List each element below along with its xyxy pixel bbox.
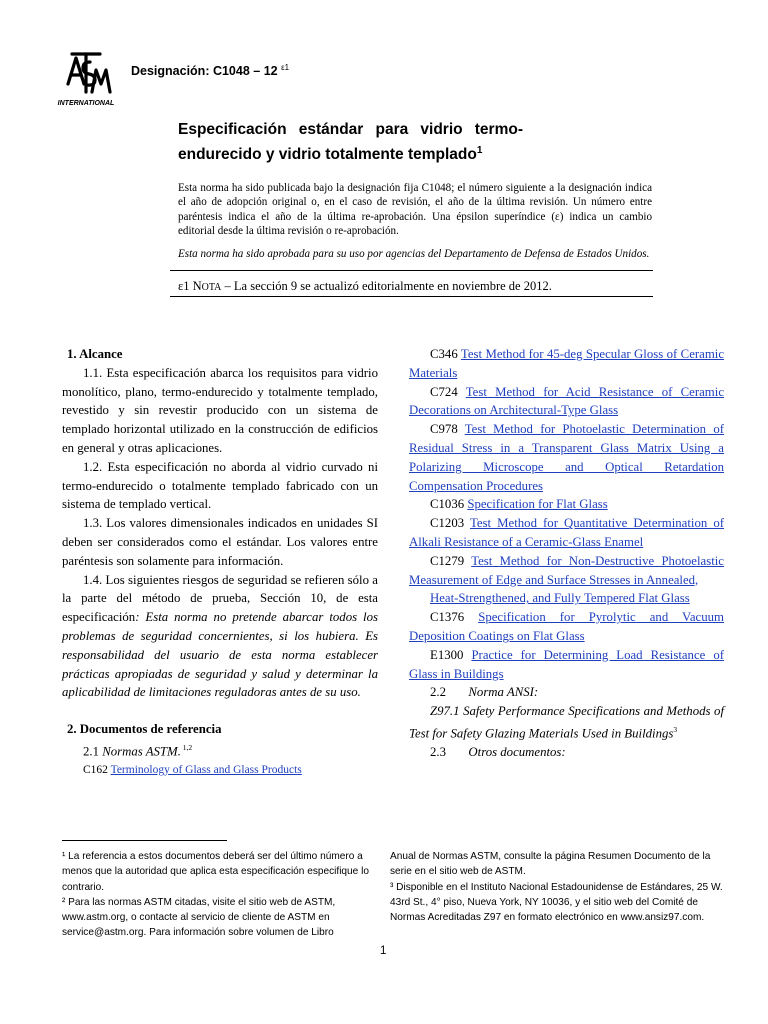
document-title: Especificación estándar para vidrio termo- endurecido y vidrio totalmente templado$^1$: [178, 121, 523, 164]
divider-bottom: [170, 296, 653, 297]
ref-c978-link[interactable]: Test Method for Photoelastic Determination of Residual Stress in a Transparent Glass Matrix Using a Polarizing Microscope and Optical Retardation Compensation Procedures: [409, 422, 724, 493]
footnote-2: ² Para las normas ASTM citadas, visite el sitio web de ASTM, www.astm.org, o contacte al servicio de cliente de ASTM en service@astm.org. Para información sobre volumen de Libro: [62, 896, 336, 939]
ref-c1036: C1036 Specification for Flat Glass: [430, 497, 608, 512]
svg-text:INTERNATIONAL: INTERNATIONAL: [57, 100, 115, 107]
astm-standards-label: 2.1 Normas ASTM. $^{1,2}$: [83, 742, 193, 759]
left-column: [62, 345, 378, 780]
scope-heading: 1. Alcance: [67, 347, 123, 361]
ref-c1036-link[interactable]: Specification for Flat Glass: [467, 497, 608, 512]
ref-e1300: E1300 Practice for Determining Load Resistance of Glass in Buildings: [409, 647, 724, 681]
paragraph-1-2: 1.2. Esta especificación no aborda al vidrio curvado ni termo-endurecido o totalmente templado fabricado con un sistema de templado vertical.: [62, 459, 378, 512]
ref-c1376: C1376 Specification for Pyrolytic and Vacuum Deposition Coatings on Flat Glass: [409, 610, 724, 643]
divider-top: [170, 270, 653, 271]
ref-c724: C724 Test Method for Acid Resistance of Ceramic Decorations on Architectural-Type Glass: [409, 384, 724, 418]
designation-epsilon: ε1: [281, 63, 290, 72]
ansi-standard-label: 2.2 Norma ANSI:: [430, 685, 539, 700]
footnotes-left: [62, 849, 382, 941]
ref-c162: C162 Terminology of Glass and Glass Products: [83, 764, 302, 776]
footnote-3: ³ Disponible en el Instituto Nacional Estadounidense de Estándares, 25 W. 43rd St., 4° piso, Nueva York, NY 10036, y el sitio web del Comité de Normas Acreditadas Z97 en formato electrónico en www.ansiz97.com.: [390, 881, 723, 924]
designation: Designación: C1048 – 12 $^{\varepsilon 1}$: [131, 63, 290, 79]
ref-c1376-link[interactable]: Specification for Pyrolytic and Vacuum Deposition Coatings on Flat Glass: [409, 610, 724, 643]
footnote-2-continued: Anual de Normas ASTM, consulte la página Resumen Documento de la serie en el sitio web de ASTM.: [390, 851, 711, 878]
ref-c1203-link[interactable]: Test Method for Quantitative Determination of Alkali Resistance of a Ceramic-Glass Enamel: [409, 516, 724, 549]
epsilon-note: ε1 NOTA – La sección 9 se actualizó editorialmente en noviembre de 2012.: [178, 279, 552, 293]
ref-c346-link[interactable]: Test Method for 45-deg Specular Gloss of Ceramic Materials: [409, 347, 725, 380]
right-column: [409, 345, 724, 762]
paragraph-1-4: 1.4. Los siguientes riesgos de seguridad se refieren sólo a la parte del método de prueba, Sección 10, de esta especificación: Esta norma no pretende abarcar todos los problemas de seguridad concernientes, si los hubiera. Es responsabilidad del usuario de esta norma establecer prácticas apropiadas de seguridad y salud y determinar la aplicabilidad de limitaciones reguladoras antes de su uso.: [62, 572, 378, 700]
ref-e1300-link[interactable]: Practice for Determining Load Resistance of Glass in Buildings: [409, 647, 724, 681]
paragraph-1-3: 1.3. Los valores dimensionales indicados en unidades SI deben ser considerados como el estándar. Los valores entre paréntesis son solamente para información.: [62, 516, 378, 568]
astm-logo: [56, 48, 116, 108]
ref-c1279-continued-link[interactable]: Heat-Strengthened, and Fully Tempered Flat Glass: [430, 591, 690, 606]
footnote-separator: [62, 840, 227, 841]
ref-c162-link[interactable]: Terminology of Glass and Glass Products: [110, 764, 302, 776]
ref-c978: C978 Test Method for Photoelastic Determination of Residual Stress in a Transparent Glass Matrix Using a Polarizing Microscope and Optical Retardation Compensation Procedures: [409, 422, 724, 493]
ref-c1203: C1203 Test Method for Quantitative Determination of Alkali Resistance of a Ceramic-Glass Enamel: [409, 516, 724, 549]
ref-c1279: C1279 Test Method for Non-Destructive Photoelastic Measurement of Edge and Surface Stresses in Annealed,: [409, 553, 724, 587]
dod-approval-notice: Esta norma ha sido aprobada para su uso por agencias del Departamento de Defensa de Estados Unidos.: [178, 248, 650, 260]
other-documents-label: 2.3 Otros documentos:: [430, 745, 566, 759]
publication-notice: Esta norma ha sido publicada bajo la designación fija C1048; el número siguiente a la designación indica el año de adopción original o, en el caso de revisión, el año de la última revisión. Un número entre paréntesis indica el año de la última re-aprobación. Una épsilon superíndice (ε) indica un cambio editorial desde la última revisión o re-aprobación.: [178, 182, 652, 237]
ref-c724-link[interactable]: Test Method for Acid Resistance of Ceramic Decorations on Architectural-Type Glass: [409, 384, 724, 418]
references-heading: 2. Documentos de referencia: [67, 722, 222, 737]
ref-c1279-continued: [409, 589, 724, 608]
ref-c1279-link[interactable]: Test Method for Non-Destructive Photoelastic Measurement of Edge and Surface Stresses in Annealed,: [409, 553, 724, 587]
page-number: 1: [380, 945, 387, 957]
ref-z97: Z97.1 Safety Performance Specifications and Methods of Test for Safety Glazing Materials Used in Buildings$^3$: [409, 704, 724, 741]
ref-c346: C346 Test Method for 45-deg Specular Gloss of Ceramic Materials: [409, 347, 725, 380]
footnote-1: ¹ La referencia a estos documentos deberá ser del último número a menos que la autoridad que aplica esta especificación especifique lo contrario.: [62, 851, 369, 893]
paragraph-1-1: 1.1. Esta especificación abarca los requisitos para vidrio monolítico, plano, termo-endurecido y totalmente templado, revestido y sin revestir producido con un sistema de templado horizontal utilizado en la construcción de edificios en general y otras aplicaciones.: [62, 365, 378, 455]
footnotes-right: [390, 849, 730, 925]
